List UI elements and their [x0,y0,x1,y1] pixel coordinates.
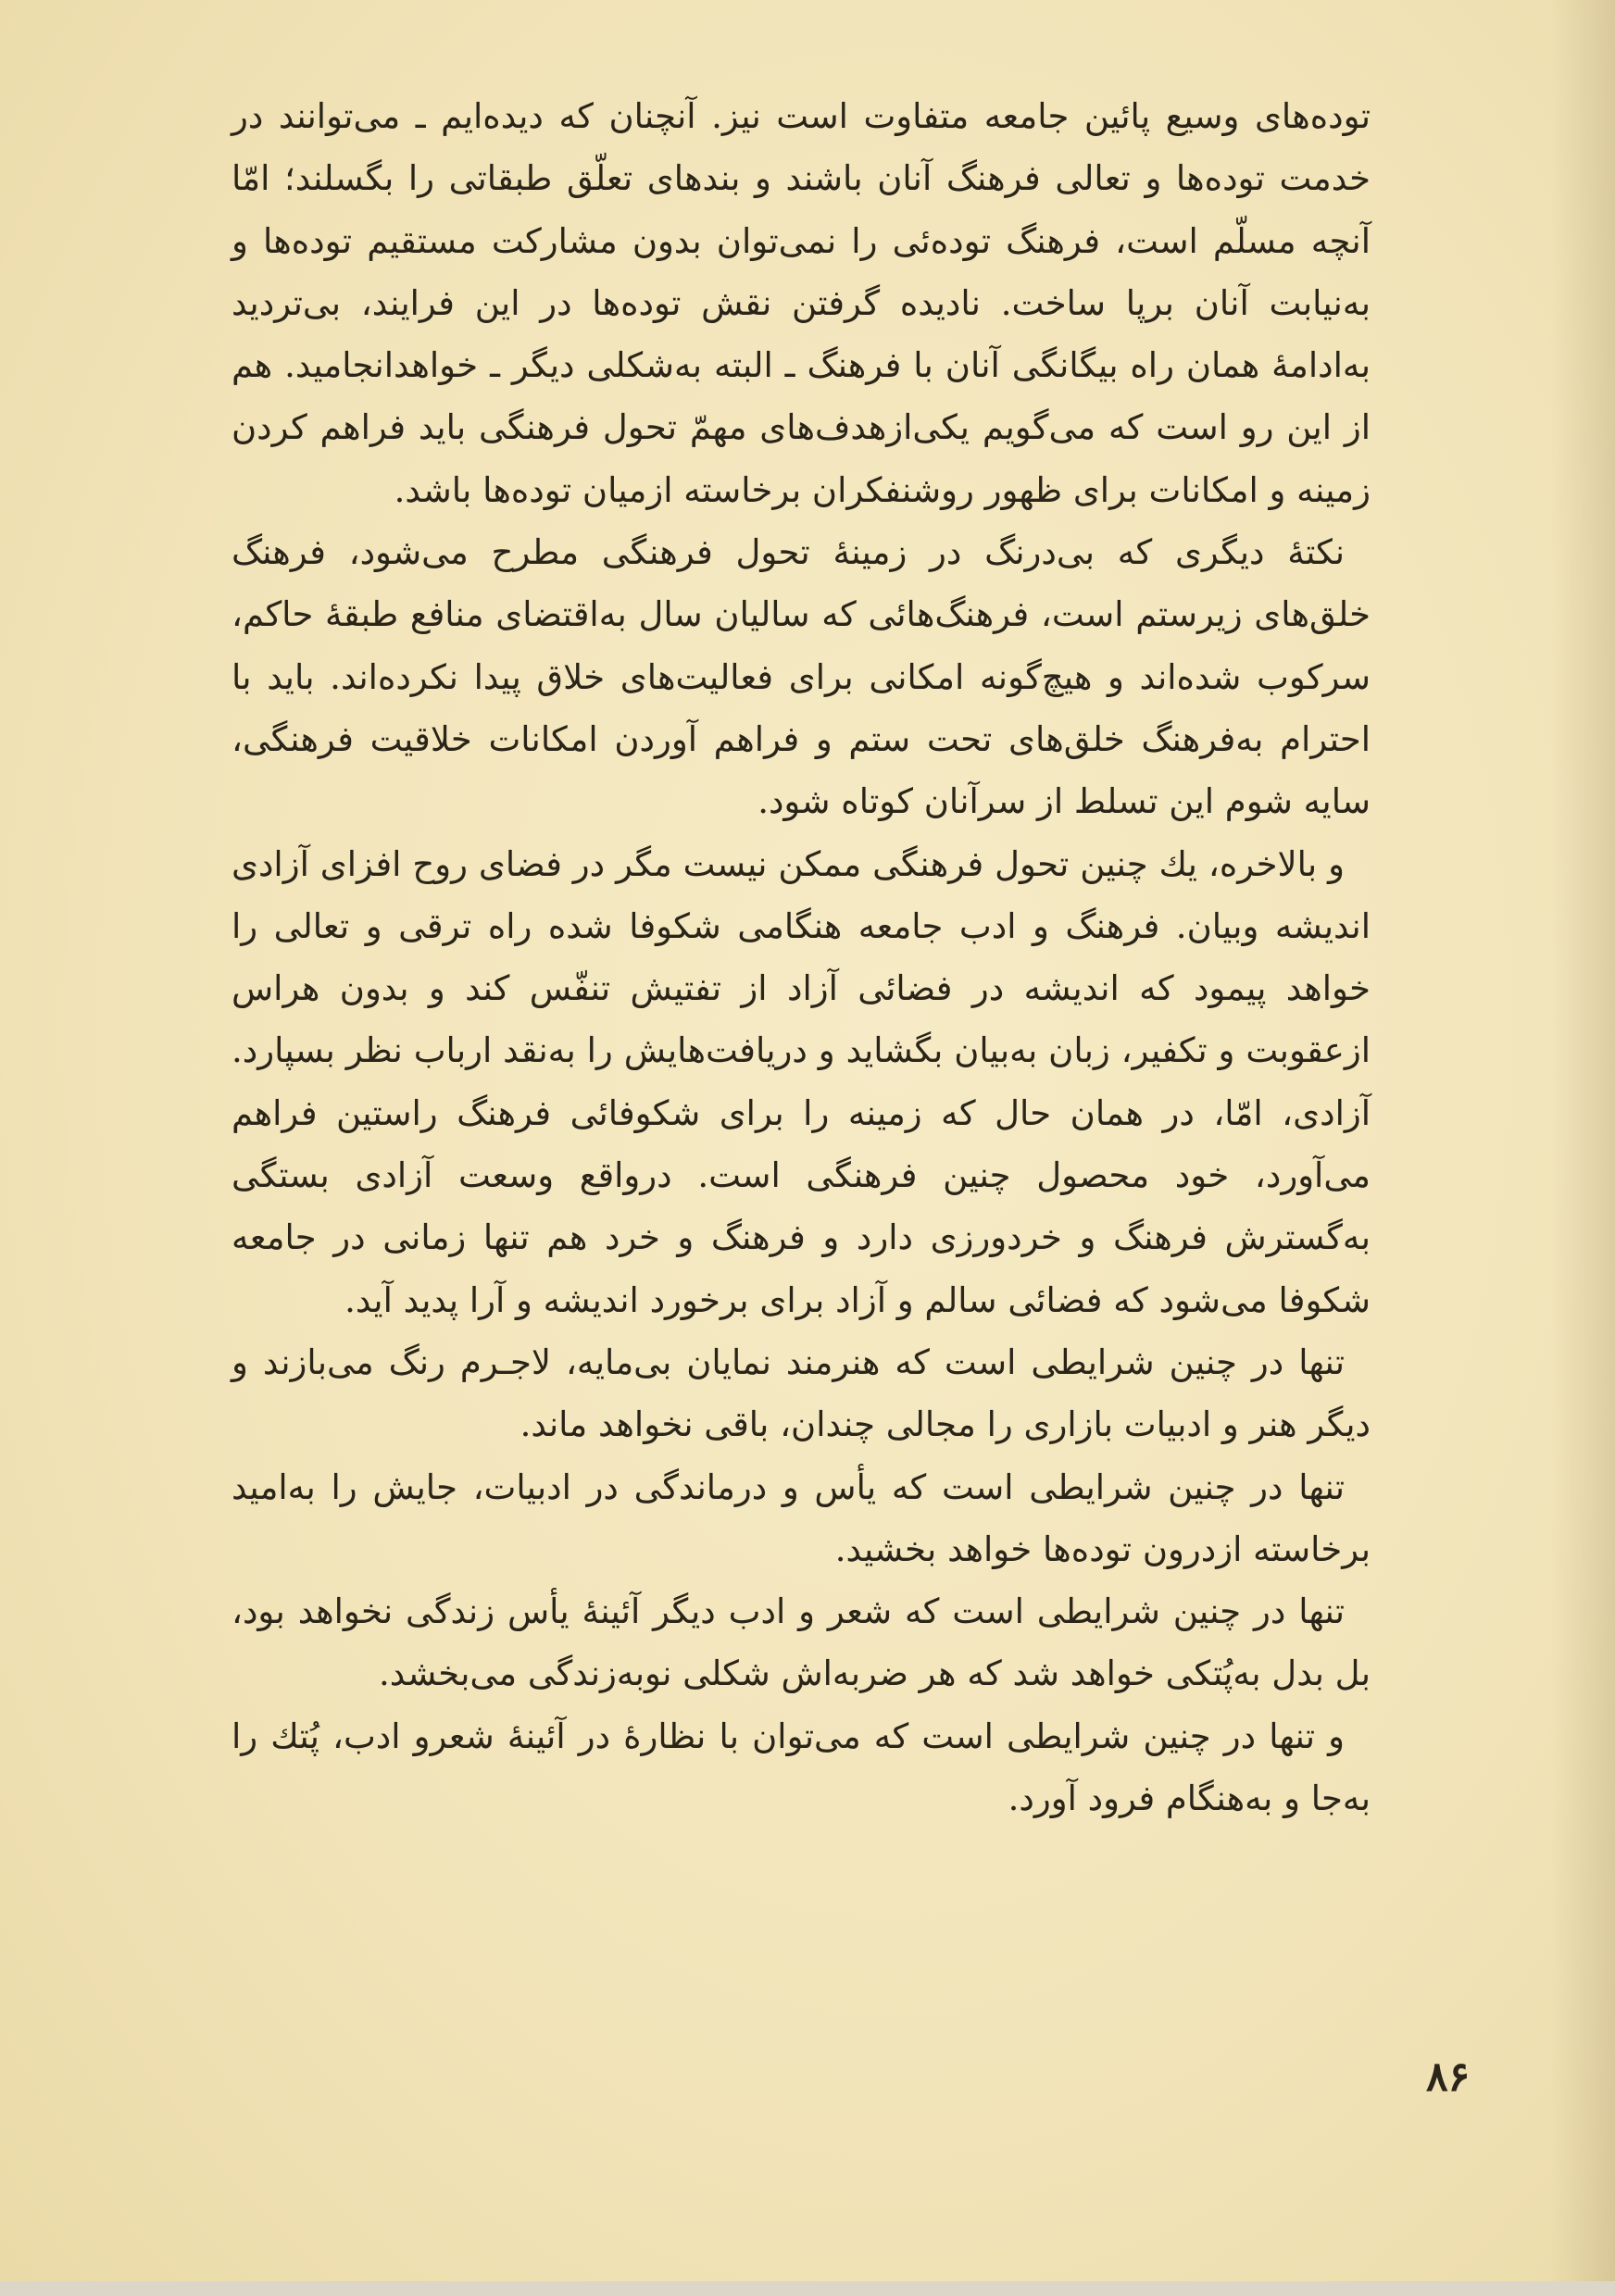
paragraph-1: توده‌های وسیع پائین جامعه متفاوت است نیز. آنچنان که دیده‌ایم ـ می‌توانند در خدمت توده‌ها و تعالی فرهنگ آنان باشند و بندهای تعلّق طبقاتی را بگسلند؛ امّا آنچه مسلّم است، فرهنگ توده‌ئی را نمی‌توان بدون مشارکت مستقیم توده‌ها و به‌نیابت آنان برپا ساخت. نادیده گرفتن نقش توده‌ها در این فرایند، بی‌تردید به‌ادامهٔ همان راه بیگانگی آنان با فرهنگ ـ البته به‌شکلی دیگر ـ خواهدانجامید. هم از این رو است که می‌گویم یکی‌ازهدف‌های مهمّ تحول فرهنگی باید فراهم کردن زمینه و امکانات برای ظهور روشنفکران برخاسته ازمیان توده‌ها باشد. [232,96,1371,510]
paragraph-4: تنها در چنین شرایطی است که هنرمند نمایان بی‌مایه، لاجـرم رنگ می‌بازند و دیگر هنر و ادبیات بازاری را مجالی چندان، باقی نخواهد ماند. [232,1341,1371,1445]
paragraph-7: و تنها در چنین شرایطی است که می‌توان با نظارهٔ در آئینهٔ شعرو ادب، پُتك را به‌جا و به‌هنگام فرود آورد. [232,1716,1371,1819]
page-number: ۸۶ [1426,2053,1471,2101]
paragraph-2: نکتهٔ دیگری که بی‌درنگ در زمینهٔ تحول فرهنگی مطرح می‌شود، فرهنگ خلق‌های زیرستم است، فرهنگ‌هائی که سالیان سال به‌اقتضای منافع طبقهٔ حاکم، سرکوب شده‌اند و هیچ‌گونه امکانی برای فعالیت‌های خلاق پیدا نکرده‌اند. باید با احترام به‌فرهنگ خلق‌های تحت ستم و فراهم آوردن امکانات خلاقیت فرهنگی، سایه شوم این تسلط از سرآنان کوتاه شود. [232,532,1371,822]
scan-bottom-border [0,2281,1615,2296]
paragraph-5: تنها در چنین شرایطی است که یأس و درماندگی در ادبیات، جایش را به‌امید برخاسته ازدرون توده‌ها خواهد بخشید. [232,1466,1371,1569]
paragraph-3: و بالاخره، یك چنین تحول فرهنگی ممکن نیست مگر در فضای روح افزای آزادی اندیشه وبیان. فرهنگ و ادب جامعه هنگامی شکوفا شده راه ترقی و تعالی را خواهد پیمود که اندیشه در فضائی آزاد از تفتیش تنفّس کند و بدون هراس ازعقوبت و تکفیر، زبان به‌بیان بگشاید و دریافت‌هایش را به‌نقد ارباب نظر بسپارد. آزادی، امّا، در همان حال که زمینه را برای شکوفائی فرهنگ راستین فراهم می‌آورد، خود محصول چنین فرهنگی است. درواقع وسعت آزادی بستگی به‌گسترش فرهنگ و خردورزی دارد و فرهنگ و خرد هم تنها زمانی در جامعه شکوفا می‌شود که فضائی سالم و آزاد برای برخورد اندیشه و آرا پدید آید. [232,843,1371,1320]
body-text [232,85,1371,1829]
page-edge-shadow [1550,0,1615,2296]
paragraph-6: تنها در چنین شرایطی است که شعر و ادب دیگر آئینهٔ یأس زندگی نخواهد بود، بل بدل به‌پُتکی خواهد شد که هر ضربه‌اش شکلی نوبه‌زندگی می‌بخشد. [232,1591,1371,1694]
